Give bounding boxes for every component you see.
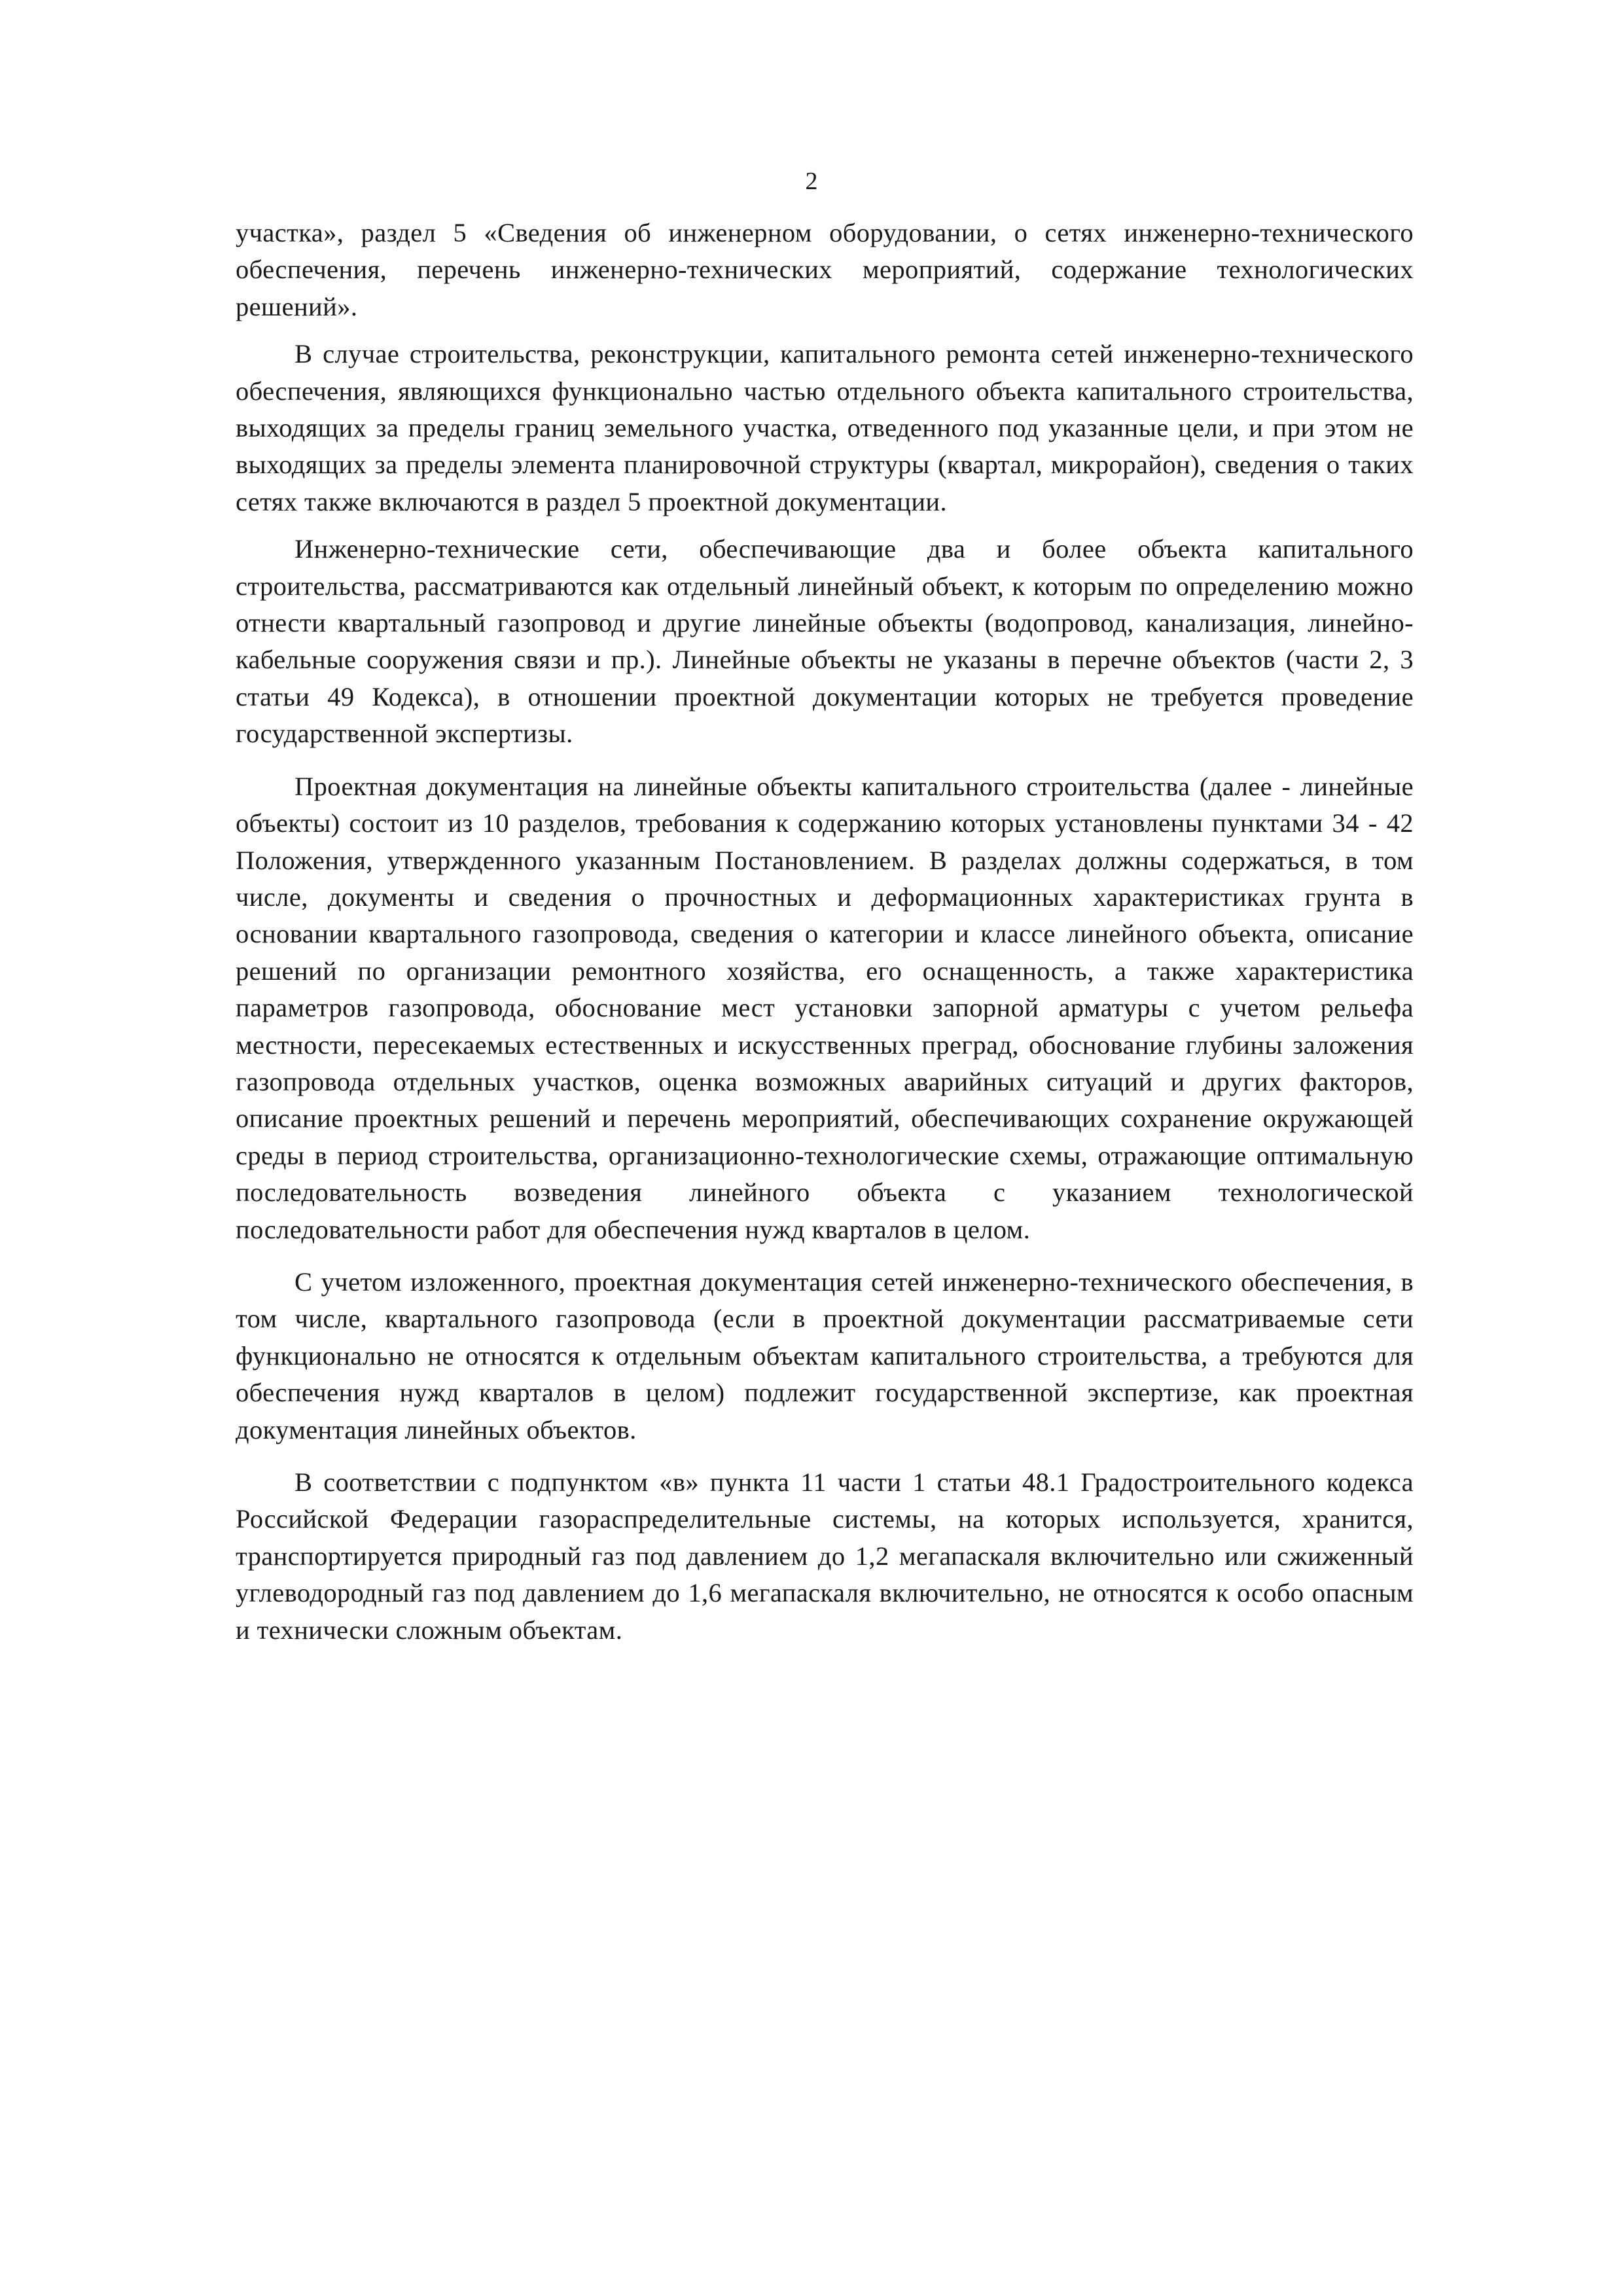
paragraph-gas-distribution-systems: В соответствии с подпунктом «в» пункта 11 части 1 статьи 48.1 Градостроительного кодекса Российской Федерации газораспределительные системы, на которых используется, хранится, транспортируется природный газ под давлением до 1,2 мегапаскаля включительно или сжиженный углеводородный газ под давлением до 1,6 мегапаскаля включительно, не относятся к особо опасным и технически сложным объектам. [236, 1467, 1414, 1645]
document-body [236, 215, 1414, 1649]
page-number: 2 [805, 168, 818, 195]
paragraph-linear-objects-definition: Инженерно-технические сети, обеспечивающие два и более объекта капитального строительства, рассматриваются как отдельный линейный объект, к которым по определению можно отнести квартальный газопровод и другие линейные объекты (водопровод, канализация, линейно-кабельные сооружения связи и пр.). Линейные объекты не указаны в перечне объектов (части 2, 3 статьи 49 Кодекса), в отношении проектной документации которых не требуется проведение государственной экспертизы. [236, 534, 1414, 749]
paragraph-conclusion-expertise: С учетом изложенного, проектная документация сетей инженерно-технического обеспечения, в том числе, квартального газопровода (если в проектной документации рассматриваемые сети функционально не относятся к отдельным объектам капитального строительства, а требуются для обеспечения нужд кварталов в целом) подлежит государственной экспертизе, как проектная документация линейных объектов. [236, 1266, 1414, 1444]
paragraph-engineering-networks-part-of-object: В случае строительства, реконструкции, капитального ремонта сетей инженерно-технического обеспечения, являющихся функционально частью отдельного объекта капитального строительства, выходящих за пределы границ земельного участка, отведенного под указанные цели, и при этом не выходящих за пределы элемента планировочной структуры (квартал, микрорайон), сведения о таких сетях также включаются в раздел 5 проектной документации. [236, 339, 1414, 516]
paragraph-linear-objects-documentation: Проектная документация на линейные объекты капитального строительства (далее - линейные объекты) состоит из 10 разделов, требования к содержанию которых установлены пунктами 34 - 42 Положения, утвержденного указанным Постановлением. В разделах должны содержаться, в том числе, документы и сведения о прочностных и деформационных характеристиках грунта в основании квартального газопровода, сведения о категории и классе линейного объекта, описание решений по организации ремонтного хозяйства, его оснащенность, а также характеристика параметров газопровода, обоснование мест установки запорной арматуры с учетом рельефа местности, пересекаемых естественных и искусственных преград, обоснование глубины заложения газопровода отдельных участков, оценка возможных аварийных ситуаций и других факторов, описание проектных решений и перечень мероприятий, обеспечивающих сохранение окружающей среды в период строительства, организационно-технологические схемы, отражающие оптимальную последовательность возведения линейного объекта с указанием технологической последовательности работ для обеспечения нужд кварталов в целом. [236, 771, 1414, 1244]
paragraph-continuation: участка», раздел 5 «Сведения об инженерном оборудовании, о сетях инженерно-технического обеспечения, перечень инженерно-технических мероприятий, содержание технологических решений». [236, 218, 1414, 321]
